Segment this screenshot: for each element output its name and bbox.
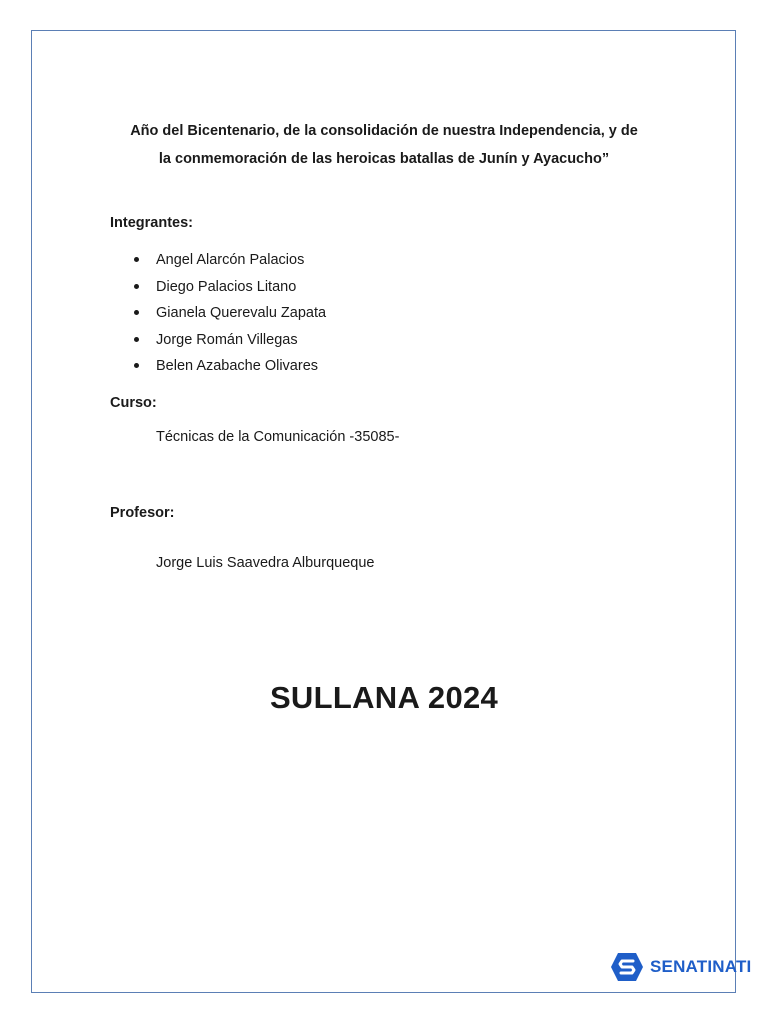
curso-label: Curso: [110, 395, 157, 411]
bullet-icon [134, 284, 139, 289]
bullet-icon [134, 257, 139, 262]
senati-logo [610, 951, 751, 983]
member-name: Angel Alarcón Palacios [156, 252, 305, 268]
member-name: Jorge Román Villegas [156, 331, 298, 348]
header-motto [0, 117, 768, 173]
header-line-1: Año del Bicentenario, de la consolidación de nuestra Independencia, y de [130, 123, 638, 139]
list-item [110, 330, 326, 357]
bullet-icon [134, 310, 139, 315]
list-item [110, 303, 326, 330]
bullet-icon [134, 363, 139, 368]
logo-text: SENATINATI [650, 957, 752, 976]
page-title: SULLANA 2024 [269, 680, 499, 715]
header-line-2: la conmemoración de las heroicas batallas de Junín y Ayacucho” [158, 151, 610, 167]
bullet-icon [134, 337, 139, 342]
senati-logo-icon [610, 952, 644, 982]
list-item [110, 250, 326, 277]
profesor-value: Jorge Luis Saavedra Alburqueque [156, 555, 375, 571]
list-item [110, 356, 326, 383]
list-item [110, 277, 326, 304]
member-name: Belen Azabache Olivares [156, 358, 319, 374]
members-list [110, 250, 326, 383]
profesor-label: Profesor: [110, 505, 175, 521]
member-name: Diego Palacios Litano [156, 278, 297, 295]
curso-value: Técnicas de la Comunicación -35085- [156, 429, 400, 445]
member-name: Gianela Querevalu Zapata [156, 305, 327, 321]
integrantes-label: Integrantes: [110, 215, 193, 231]
